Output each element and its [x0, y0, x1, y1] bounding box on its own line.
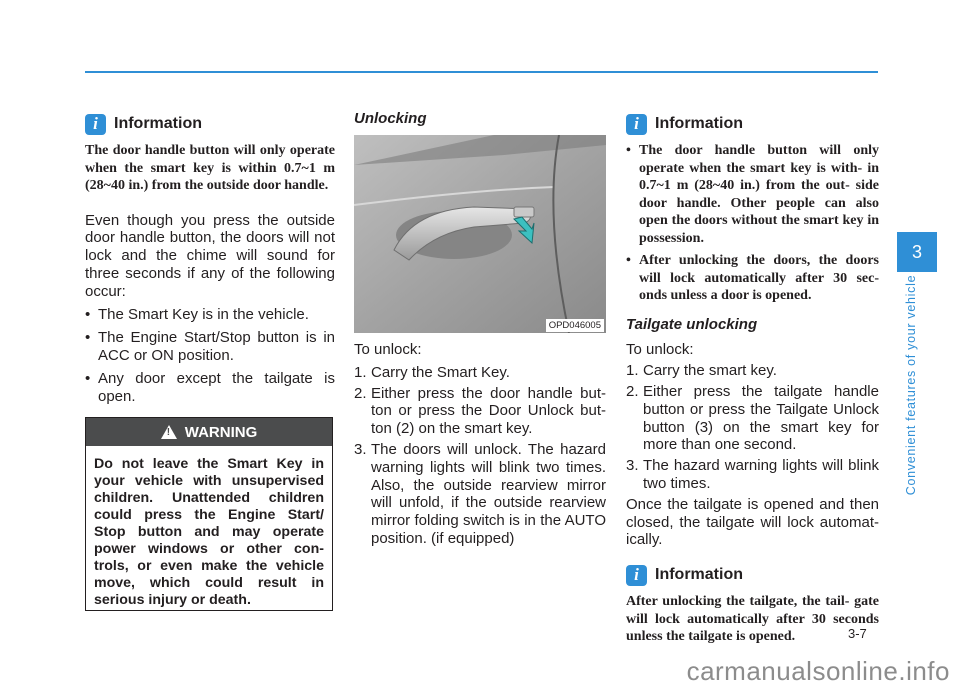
- warning-label: WARNING: [184, 423, 258, 441]
- info-title: Information: [655, 566, 743, 584]
- list-item: 3. The doors will unlock. The hazard warning lights will blink two times. Also, the outside rearview mirror will unfold, if the outside rearview mirror folding switch is in the AUTO position. (if equipped): [354, 440, 606, 547]
- door-handle-illustration: [354, 135, 606, 333]
- list-item: • The door handle button will only operate when the smart key is with- in 0.7~1 m (28~40 in.) from the out- side door handle. Other people can also open the doors without the smart key in possession.: [626, 142, 879, 247]
- warning-text: Do not leave the Smart Key in your vehicle with unsupervised children. Unattended children could press the Engine Start/ Stop button and may operate power windows or other con- trols, or even make the vehicle move, which could result in serious injury or death.: [94, 456, 324, 608]
- info-text: The door handle button will only operate when the smart key is within 0.7~1 m (28~40 in.) from the outside door handle.: [85, 143, 335, 193]
- column-middle: [354, 110, 606, 551]
- condition-list: [85, 306, 335, 405]
- tailgate-steps: [626, 362, 879, 493]
- column-left: [85, 110, 335, 410]
- warning-header: [86, 418, 332, 446]
- info-header: [85, 110, 335, 138]
- info-bullet-list: [626, 142, 879, 305]
- door-handle-photo: [354, 135, 606, 333]
- body-intro: Even though you press the outside door handle button, the doors will not lock and the chime will sound for three seconds if any of the following occur:: [85, 211, 335, 300]
- info-icon: i: [626, 114, 647, 135]
- tailgate-outro: Once the tailgate is opened and then closed, the tailgate will lock automat- ically.: [626, 495, 879, 549]
- column-right: [626, 110, 879, 646]
- unlock-intro: To unlock:: [354, 341, 422, 358]
- list-item: • The Engine Start/Stop button is in ACC or ON position.: [85, 329, 335, 365]
- warning-box: [85, 417, 333, 611]
- info-header: [626, 110, 879, 138]
- section-title-unlocking: Unlocking: [354, 110, 427, 127]
- chapter-title: Convenient features of your vehicle: [904, 274, 918, 496]
- page-number: 3-7: [848, 626, 867, 641]
- section-title-tailgate: Tailgate unlocking: [626, 315, 758, 333]
- info-icon: i: [85, 114, 106, 135]
- list-item: 2. Either press the tailgate handle button or press the Tailgate Unlock button (3) on the smart key for more than one second.: [626, 383, 879, 454]
- list-item: 2. Either press the door handle but- ton or press the Door Unlock but- ton (2) on the smart key.: [354, 384, 606, 438]
- list-item: • The Smart Key is in the vehicle.: [85, 306, 335, 324]
- list-item: 1. Carry the smart key.: [626, 362, 777, 380]
- info-icon: i: [626, 565, 647, 586]
- list-item: 3. The hazard warning lights will blink two times.: [626, 457, 879, 493]
- top-rule: [85, 71, 878, 73]
- info-header: [626, 561, 879, 589]
- info-title: Information: [114, 115, 202, 132]
- info-title: Information: [655, 115, 743, 132]
- tailgate-intro: To unlock:: [626, 340, 694, 358]
- warning-icon: !: [161, 425, 177, 439]
- chapter-tab: 3: [897, 232, 937, 272]
- list-item: 1. Carry the Smart Key.: [354, 363, 510, 381]
- photo-code: OPD046005: [546, 319, 604, 332]
- info-text: After unlocking the tailgate, the tail- gate will lock automatically after 30 seconds unless the tailgate is opened.: [626, 594, 879, 645]
- unlock-steps: [354, 364, 606, 548]
- watermark: carmanualsonline.info: [686, 656, 950, 686]
- list-item: • After unlocking the doors, the doors will lock automatically after 30 sec- onds unless a door is opened.: [626, 252, 879, 305]
- list-item: • Any door except the tailgate is open.: [85, 370, 335, 406]
